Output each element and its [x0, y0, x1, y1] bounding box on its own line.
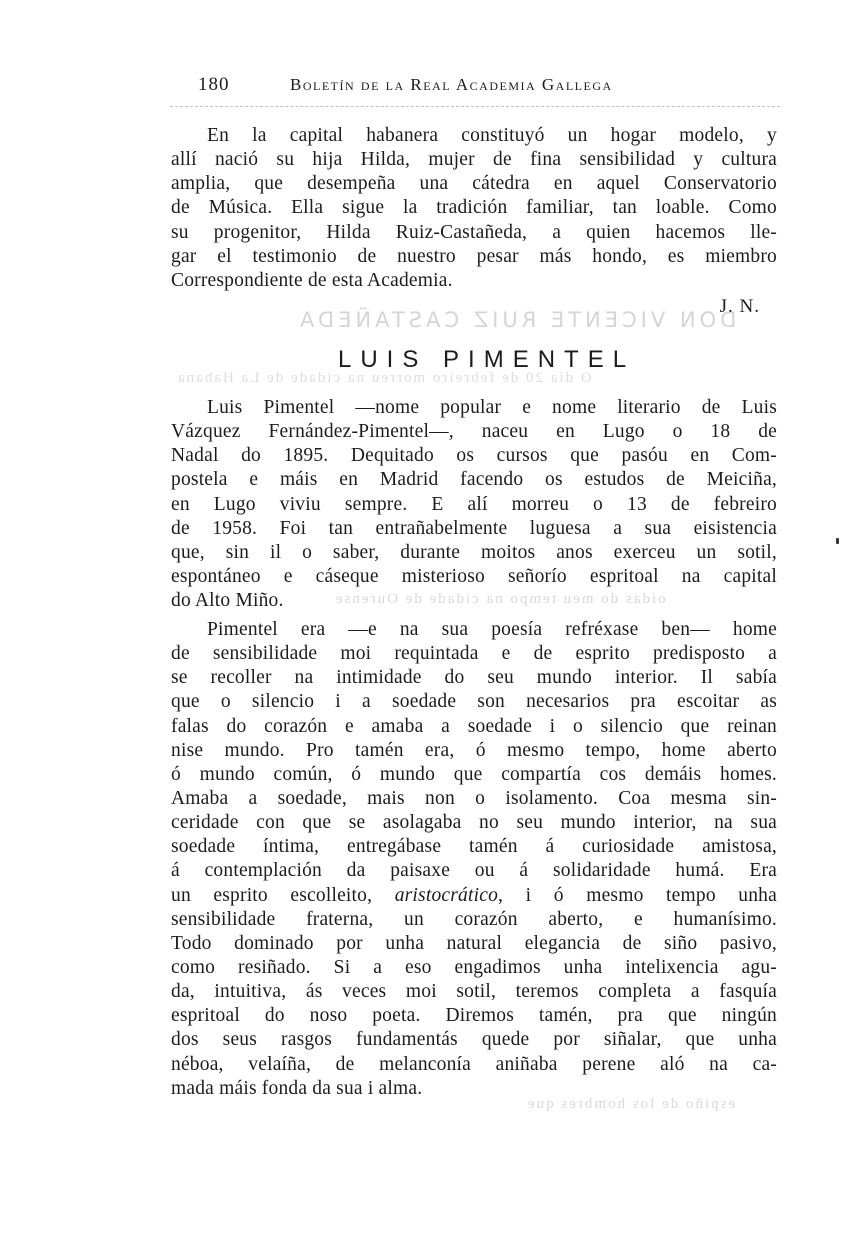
bleed-through-heading: DON VICENTE RUIZ CASTAÑEDA	[296, 308, 737, 332]
bleed-through-line: espiño de los hombres que	[526, 1096, 736, 1112]
text-line: que o silencio i a soedade son necesarios pra escoitar as	[171, 691, 777, 713]
text-line: falas do corazón e amaba a soedade i o silencio que reinan	[171, 715, 777, 737]
text-line: Correspondiente de esta Academia.	[171, 269, 453, 291]
text-line: sensibilidade fraterna, un corazón aberto, e humanísimo.	[171, 908, 777, 930]
text-line: amplia, que desempeña una cátedra en aquel Conservatorio	[171, 173, 777, 195]
text-line: de Música. Ella sigue la tradición familiar, tan loable. Como	[171, 197, 777, 219]
header-rule	[170, 106, 780, 107]
text-line: Nadal do 1895. Dequitado os cursos que pasóu en Com-	[171, 445, 777, 467]
running-head: Boletín de la Real Academia Gallega	[290, 75, 613, 94]
text-line: Luis Pimentel —nome popular e nome literario de Luis	[207, 397, 777, 418]
text-line: En la capital habanera constituyó un hogar modelo, y	[207, 125, 777, 146]
paragraph-2	[171, 396, 777, 613]
text-line: ceridade con que se asolagaba no seu mundo interior, na sua	[171, 812, 777, 834]
text-line: de 1958. Foi tan entrañabelmente luguesa a sua eisistencia	[171, 517, 777, 539]
text-line: Todo dominado por unha natural elegancia de siño pasivo,	[171, 932, 777, 954]
text-line: espontáneo e cáseque misterioso señorío espritoal na capital	[171, 565, 777, 587]
text-line: que, sin il o saber, durante moitos anos exerceu un sotil,	[171, 541, 777, 563]
text-line: gar el testimonio de nuestro pesar más hondo, es miembro	[171, 245, 777, 267]
text-line: su progenitor, Hilda Ruiz-Castañeda, a quien hacemos lle-	[171, 221, 777, 243]
paragraph-3	[171, 618, 777, 1101]
text-line: mada máis fonda da sua i alma.	[171, 1077, 423, 1099]
text-line: nise mundo. Pro tamén era, ó mesmo tempo, home aberto	[171, 739, 777, 761]
text-line: un esprito escolleito, aristocrático, i ó mesmo tempo unha	[171, 884, 777, 906]
text-line: Vázquez Fernández-Pimentel—, naceu en Lugo o 18 de	[171, 421, 777, 443]
text-line: soedade íntima, entregábase tamén á curiosidade amistosa,	[171, 836, 777, 858]
text-line: dos seus rasgos fundamentás quede por siñalar, que unha	[171, 1029, 777, 1051]
text-line: ó mundo común, ó mundo que compartía cos demáis homes.	[171, 763, 777, 785]
text-line: como resiñado. Si a eso engadimos unha intelixencia agu-	[171, 956, 777, 978]
text-line: néboa, velaíña, de melanconía aniñaba perene aló na ca-	[171, 1053, 777, 1075]
text-line: da, intuitiva, ás veces moi sotil, teremos completa a fasquía	[171, 981, 777, 1003]
text-line: se recoller na intimidade do seu mundo interior. Il sabía	[171, 667, 777, 689]
text-line: allí nació su hija Hilda, mujer de fina sensibilidad y cultura	[171, 149, 777, 171]
text-line: Amaba a soedade, mais non o isolamento. Coa mesma sin-	[171, 787, 777, 809]
text-line: á contemplación da paisaxe ou á solidaridade humá. Era	[171, 860, 777, 882]
text-line: do Alto Miño.	[171, 590, 284, 612]
section-title: LUIS PIMENTEL	[338, 346, 636, 373]
text-line: en Lugo viviu sempre. E alí morreu o 13 de febreiro	[171, 493, 777, 515]
page-header	[198, 74, 778, 104]
paragraph-1	[171, 124, 777, 293]
page-number: 180	[198, 74, 230, 95]
text-line: de sensibilidade moi requintada e de esprito predisposto a	[171, 643, 777, 665]
bleed-through-line: O día 20 de febreiro morreu na cidade de La Habana	[176, 370, 592, 386]
bleed-through-line: oídas do meu tempo na cidade de Ourense	[334, 591, 666, 607]
signature: J. N.	[719, 296, 760, 317]
margin-mark	[836, 538, 839, 544]
text-line: Pimentel era —e na sua poesía refréxase ben— home	[207, 619, 777, 640]
text-line: espritoal do noso poeta. Diremos tamén, pra que ningún	[171, 1005, 777, 1027]
text-line: postela e máis en Madrid facendo os estudos de Meiciña,	[171, 469, 777, 491]
